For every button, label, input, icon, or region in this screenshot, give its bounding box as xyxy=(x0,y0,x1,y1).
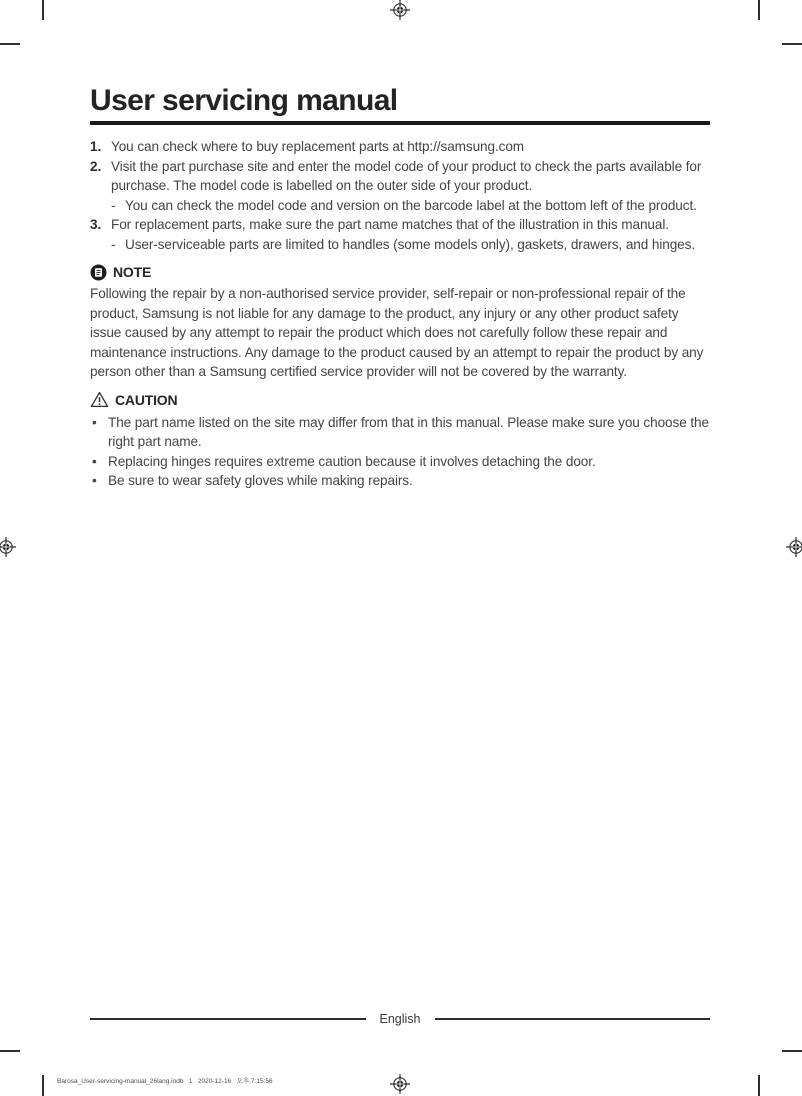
caution-bullets xyxy=(90,413,710,491)
footer-language-bar xyxy=(90,1009,710,1029)
caution-bullet-3 xyxy=(92,471,710,491)
crop-mark-bottom-right-v xyxy=(758,1075,760,1096)
dash-marker: - xyxy=(111,236,116,252)
note-label: NOTE xyxy=(113,264,152,280)
caution-label: CAUTION xyxy=(115,391,178,408)
print-datetime: 2020-12-16 오후 7:15:56 xyxy=(197,1078,273,1085)
note-icon xyxy=(90,264,107,281)
crop-mark-top-right-v xyxy=(758,0,760,20)
step-number: 3. xyxy=(90,217,102,232)
registration-mark-top-center xyxy=(389,0,411,21)
registration-mark-bottom-center xyxy=(389,1073,411,1095)
step-text: You can check where to buy replacement parts at http://samsung.com xyxy=(111,139,525,154)
step-text: Visit the part purchase site and enter the model code of your product to check the parts available for purchase. The model code is labelled on the outer side of your product. xyxy=(111,158,702,193)
registration-mark-left-center xyxy=(0,536,17,558)
crop-mark-bottom-left-v xyxy=(42,1075,44,1096)
step-text: For replacement parts, make sure the part name matches that of the illustration in this manual. xyxy=(111,217,669,232)
bullet-text: Be sure to wear safety gloves while making repairs. xyxy=(108,473,413,488)
crop-mark-top-left-v xyxy=(42,0,44,20)
crop-mark-bottom-left-h xyxy=(0,1050,20,1052)
step-number: 2. xyxy=(90,158,102,174)
dash-marker: - xyxy=(111,197,116,213)
note-header xyxy=(90,261,710,283)
bullet-text: Replacing hinges requires extreme caution because it involves detaching the door. xyxy=(108,453,596,469)
bullet-text: The part name listed on the site may differ from that in this manual. Please make sure you choose the right part name. xyxy=(108,414,709,449)
title-rule xyxy=(90,121,710,125)
caution-bullet-1 xyxy=(92,413,710,452)
footer-language-label: English xyxy=(379,1012,421,1026)
print-filename: Barosa_User-servicing-manual_26lang.indb 1 xyxy=(57,1078,193,1085)
step-subitem xyxy=(111,196,710,216)
step-subitem xyxy=(111,235,710,255)
caution-header xyxy=(90,389,710,411)
crop-mark-bottom-right-h xyxy=(782,1050,802,1052)
crop-mark-top-left-h xyxy=(0,43,20,45)
page-title: User servicing manual xyxy=(90,84,398,117)
crop-mark-top-right-h xyxy=(782,43,802,45)
steps-list xyxy=(90,137,710,254)
print-info-line xyxy=(57,1076,273,1085)
footer-rule-right xyxy=(435,1018,711,1020)
step-item-2 xyxy=(90,157,710,196)
step-subtext: You can check the model code and version on the barcode label at the bottom left of the product. xyxy=(125,197,697,213)
bullet-marker: • xyxy=(92,473,97,488)
bullet-marker: • xyxy=(92,414,97,430)
step-item-1 xyxy=(90,137,710,157)
warning-triangle-icon xyxy=(90,391,109,408)
note-body: Following the repair by a non-authorised service provider, self-repair or non-professional repair of the product, Samsung is not liable for any damage to the product, any injury or any other product safety issue caused by any attempt to repair the product which does not carefully follow these repair and maintenance instructions. Any damage to the product caused by an attempt to repair the product by any person other than a Samsung certified service provider will not be covered by the warranty. xyxy=(90,286,704,379)
step-subtext: User-serviceable parts are limited to handles (some models only), gaskets, drawers, and hinges. xyxy=(125,236,696,252)
bullet-marker: • xyxy=(92,453,97,469)
caution-bullet-2 xyxy=(92,452,710,472)
registration-mark-right-center xyxy=(785,536,802,558)
step-number: 1. xyxy=(90,139,102,154)
step-item-3 xyxy=(90,215,710,235)
footer-rule-left xyxy=(90,1018,366,1020)
